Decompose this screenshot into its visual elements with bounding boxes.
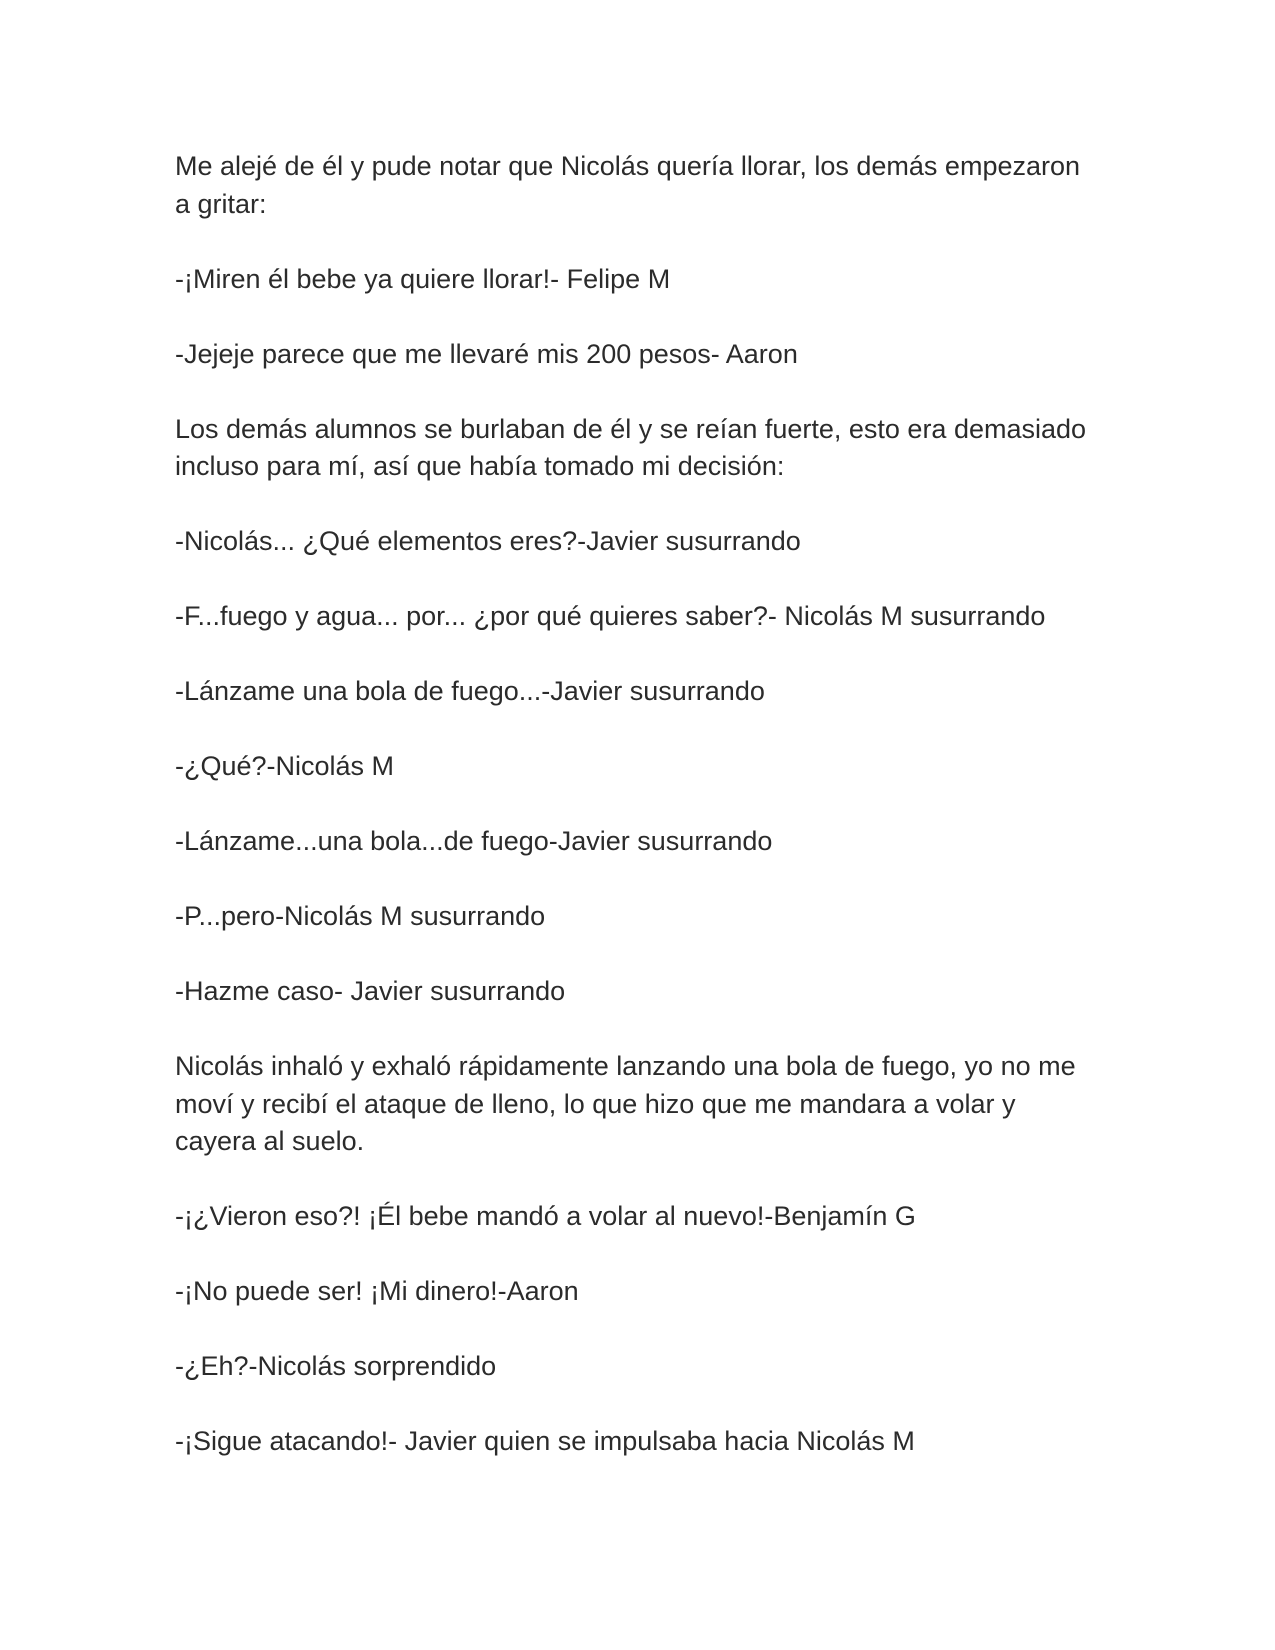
dialogue-line: -¿Eh?-Nicolás sorprendido — [175, 1351, 497, 1381]
document-body — [175, 148, 1095, 1461]
dialogue-line: -P...pero-Nicolás M susurrando — [175, 901, 546, 931]
dialogue-line: -Hazme caso- Javier susurrando — [175, 976, 566, 1006]
narration-paragraph: Los demás alumnos se burlaban de él y se reían fuerte, esto era demasiado incluso para mí, así que había tomado mi decisión: — [175, 413, 1087, 481]
dialogue-line: -F...fuego y agua... por... ¿por qué quieres saber?- Nicolás M susurrando — [175, 601, 1046, 631]
dialogue-line: -Nicolás... ¿Qué elementos eres?-Javier susurrando — [175, 526, 801, 556]
dialogue-line: -¡¿Vieron eso?! ¡Él bebe mandó a volar al nuevo!-Benjamín G — [175, 1201, 916, 1231]
narration-paragraph: Nicolás inhaló y exhaló rápidamente lanzando una bola de fuego, yo no me moví y recibí el ataque de lleno, lo que hizo que me mandara a volar y cayera al suelo. — [175, 1051, 1076, 1156]
dialogue-line: -¡No puede ser! ¡Mi dinero!-Aaron — [175, 1276, 579, 1306]
dialogue-line: -¡Miren él bebe ya quiere llorar!- Felipe M — [175, 263, 671, 294]
dialogue-line: -¡Sigue atacando!- Javier quien se impulsaba hacia Nicolás M — [175, 1426, 915, 1456]
dialogue-line: -¿Qué?-Nicolás M — [175, 751, 395, 781]
narration-paragraph: Me alejé de él y pude notar que Nicolás quería llorar, los demás empezaron a gritar: — [175, 151, 1081, 219]
dialogue-line: -Jejeje parece que me llevaré mis 200 pesos- Aaron — [175, 338, 798, 369]
dialogue-line: -Lánzame una bola de fuego...-Javier susurrando — [175, 676, 765, 706]
dialogue-line: -Lánzame...una bola...de fuego-Javier susurrando — [175, 826, 773, 856]
